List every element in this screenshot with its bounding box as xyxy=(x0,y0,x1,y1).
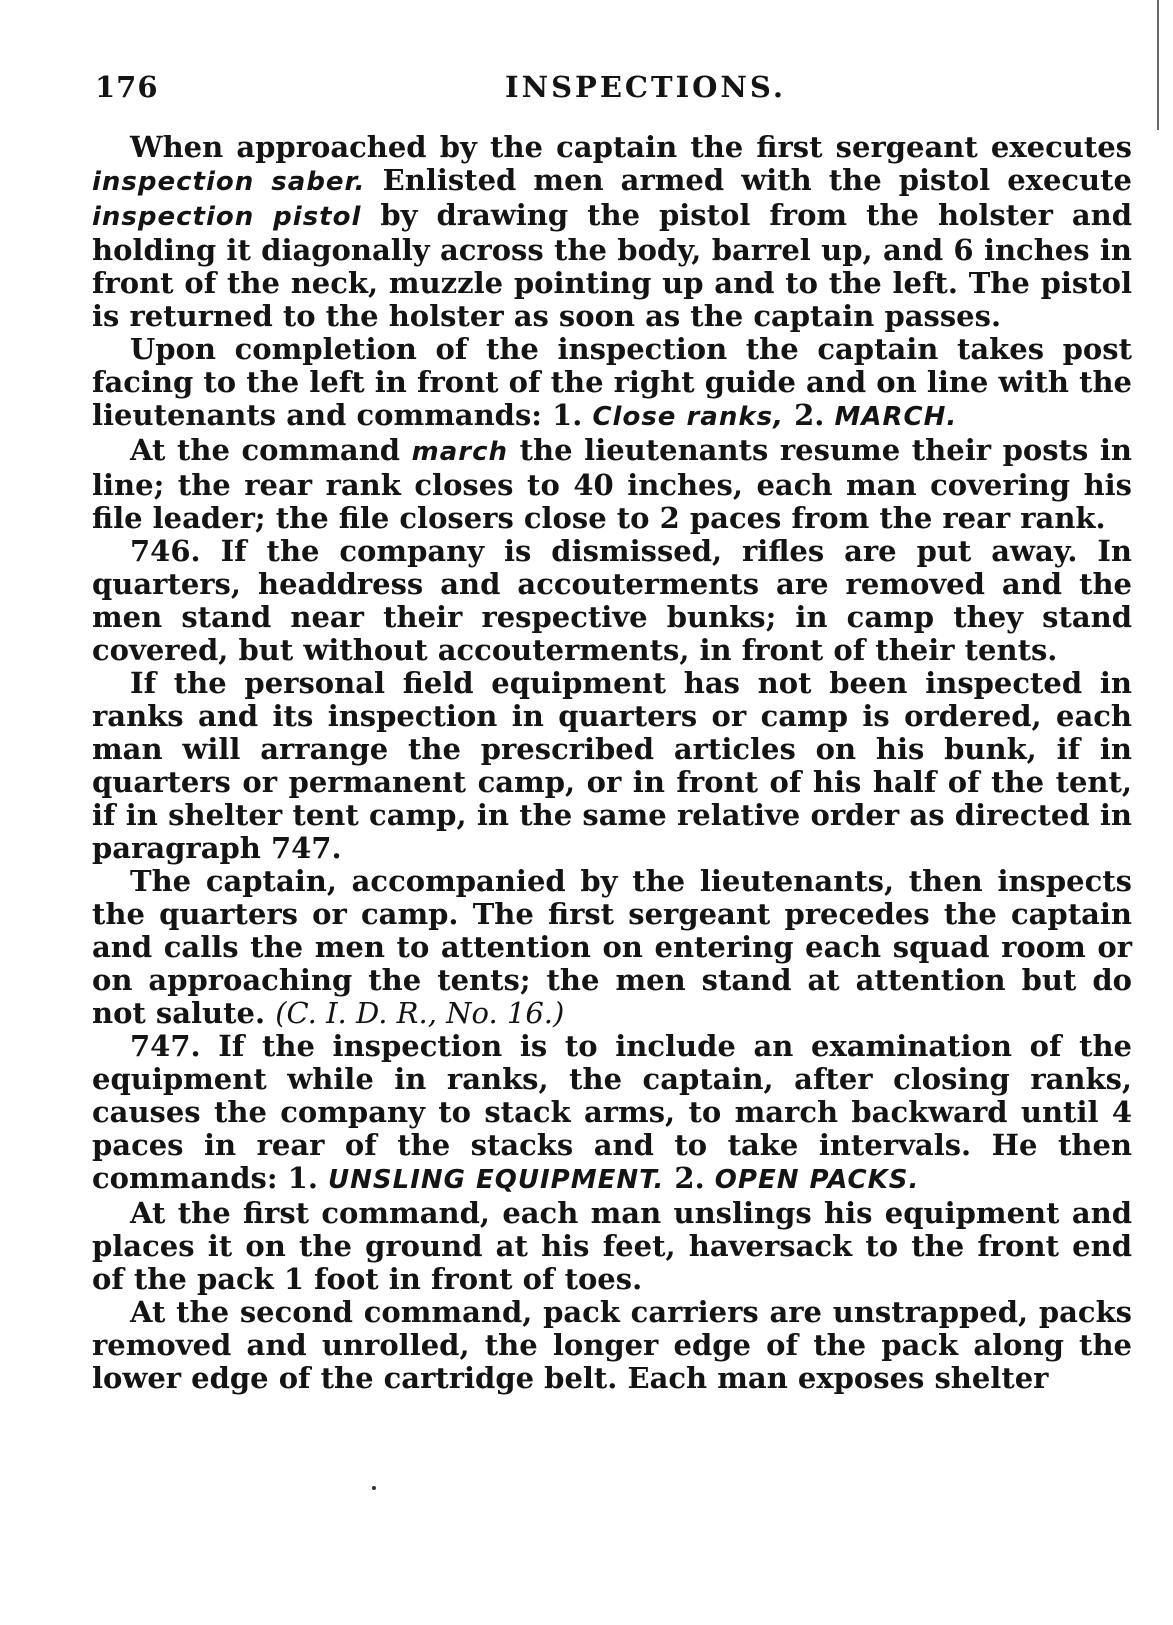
command-term: inspection pistol xyxy=(92,202,362,232)
page-number: 176 xyxy=(95,70,159,104)
command-term: Close ranks, xyxy=(592,402,785,432)
text-run: The captain, accompanied by the lieutenants, then inspects the quarters or camp. The first sergeant precedes the captain and calls the men to attention on entering each squad room or on approaching the tents; the men stand at attention but do not salute. xyxy=(92,864,1132,1030)
text-run: Upon completion of the inspection the captain takes post facing to the left in front of the right guide and on line with the lieutenants and commands: 1. xyxy=(92,332,1132,432)
paragraph-close-ranks xyxy=(92,333,1132,434)
command-term: inspection saber. xyxy=(92,167,366,197)
text-run: 2. xyxy=(664,1161,715,1195)
paragraph-inspection-saber xyxy=(92,131,1132,333)
text-run: At the command xyxy=(130,433,412,467)
text-run: At the second command, pack carriers are unstrapped, packs removed and unrolled, the longer edge of the pack along the lower edge of the cartridge belt. Each man exposes shelter xyxy=(92,1295,1132,1395)
paragraph-captain-inspects xyxy=(92,865,1132,1030)
text-run: At the first command, each man unslings his equipment and places it on the ground at his feet, haversack to the front end of the pack 1 foot in front of toes. xyxy=(92,1196,1132,1296)
page-header xyxy=(95,70,1145,114)
text-run: the lieutenants resume their posts in line; the rear rank closes to 40 inches, each man covering his file leader; the file closers close to 2 paces from the rear rank. xyxy=(92,433,1132,535)
paragraph-field-equipment xyxy=(92,667,1132,865)
text-run: 2. xyxy=(784,398,835,432)
citation-reference: (C. I. D. R., No. 16.) xyxy=(275,996,565,1030)
command-term: OPEN PACKS. xyxy=(714,1165,920,1195)
paragraph-747 xyxy=(92,1030,1132,1197)
text-run: by drawing the pistol from the holster and holding it diagonally across the body, barrel up, and 6 inches in front of the neck, muzzle pointing up and to the left. The pistol is returned to the holster as soon as the captain passes. xyxy=(92,198,1132,333)
print-speck xyxy=(372,1486,376,1490)
running-head: INSPECTIONS. xyxy=(505,70,786,104)
text-run: If the personal field equipment has not been inspected in ranks and its inspection in quarters or camp is ordered, each man will arrange the prescribed articles on his bunk, if in quarters or permanent camp, or in front of his half of the tent, if in shelter tent camp, in the same relative order as directed in paragraph 747. xyxy=(92,666,1132,865)
paragraph-746 xyxy=(92,535,1132,667)
command-term: UNSLING EQUIPMENT. xyxy=(328,1165,665,1195)
body-text xyxy=(92,131,1132,1395)
command-term: MARCH. xyxy=(834,402,958,432)
command-term: march xyxy=(411,437,509,467)
margin-rule xyxy=(1157,0,1159,130)
paragraph-second-command xyxy=(92,1296,1132,1395)
paragraph-number: 747. xyxy=(130,1029,201,1063)
paragraph-first-command xyxy=(92,1197,1132,1296)
text-run: Enlisted men armed with the pistol execute xyxy=(365,163,1132,197)
text-run: If the inspection is to include an examination of the equipment while in ranks, the captain, after closing ranks, causes the company to stack arms, to march backward until 4 paces in rear of the stacks and to take intervals. He then commands: 1. xyxy=(92,1029,1132,1195)
paragraph-command-march xyxy=(92,434,1132,535)
paragraph-number: 746. xyxy=(130,534,201,568)
text-run: When approached by the captain the first sergeant executes xyxy=(130,130,1132,164)
text-run: If the company is dismissed, rifles are put away. In quarters, headdress and accouterments are removed and the men stand near their respective bunks; in camp they stand covered, but without accouterments, in front of their tents. xyxy=(92,534,1132,667)
